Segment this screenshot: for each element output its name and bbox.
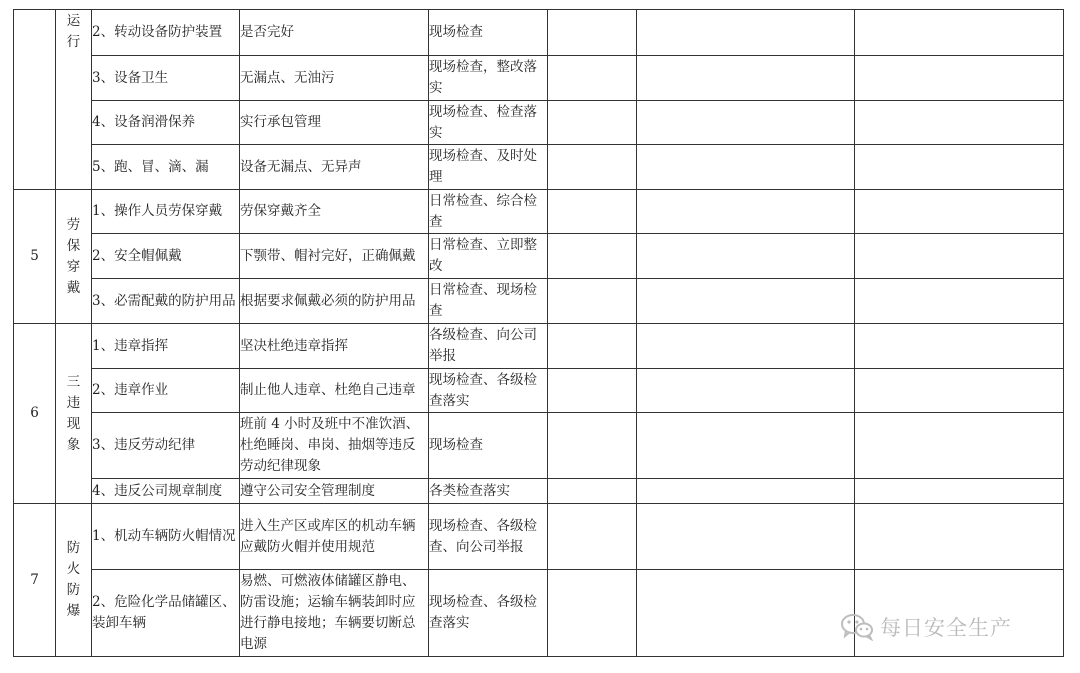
check-method: 现场检查、及时处理 (429, 145, 548, 190)
row-number: 5 (14, 190, 56, 324)
check-item: 2、危险化学品储罐区、装卸车辆 (92, 570, 240, 657)
check-method: 现场检查、各级检查落实 (429, 570, 548, 657)
row-number: 6 (14, 324, 56, 504)
blank-cell (637, 234, 855, 279)
category-cell: 防火防爆 (56, 504, 92, 657)
check-item: 1、机动车辆防火帽情况 (92, 504, 240, 570)
blank-cell (855, 504, 1064, 570)
wechat-icon (840, 613, 874, 641)
blank-cell (855, 369, 1064, 413)
blank-cell (548, 479, 637, 504)
check-standard: 下颚带、帽衬完好，正确佩戴 (240, 234, 429, 279)
watermark (840, 612, 1012, 642)
category-cell: 劳保穿戴 (56, 190, 92, 324)
blank-cell (548, 234, 637, 279)
watermark-text: 每日安全生产 (880, 616, 1012, 640)
check-method: 日常检查、立即整改 (429, 234, 548, 279)
blank-cell (855, 324, 1064, 369)
check-method: 现场检查、检查落实 (429, 101, 548, 145)
blank-cell (855, 101, 1064, 145)
check-item: 2、安全帽佩戴 (92, 234, 240, 279)
check-standard: 是否完好 (240, 10, 429, 56)
check-item: 2、转动设备防护装置 (92, 10, 240, 56)
check-method: 现场检查，整改落实 (429, 56, 548, 101)
blank-cell (855, 479, 1064, 504)
table-row (14, 56, 1064, 101)
blank-cell (548, 570, 637, 657)
check-standard: 无漏点、无油污 (240, 56, 429, 101)
blank-cell (548, 10, 637, 56)
check-item: 1、违章指挥 (92, 324, 240, 369)
blank-cell (637, 145, 855, 190)
blank-cell (548, 504, 637, 570)
blank-cell (855, 56, 1064, 101)
check-standard: 坚决杜绝违章指挥 (240, 324, 429, 369)
table-row (14, 279, 1064, 324)
blank-cell (855, 10, 1064, 56)
check-method: 日常检查、综合检查 (429, 190, 548, 234)
table-row (14, 324, 1064, 369)
blank-cell (855, 413, 1064, 479)
check-item: 4、违反公司规章制度 (92, 479, 240, 504)
check-standard: 实行承包管理 (240, 101, 429, 145)
blank-cell (637, 56, 855, 101)
check-method: 各类检查落实 (429, 479, 548, 504)
check-standard: 班前 4 小时及班中不准饮酒、杜绝睡岗、串岗、抽烟等违反劳动纪律现象 (240, 413, 429, 479)
blank-cell (855, 279, 1064, 324)
table-row (14, 234, 1064, 279)
check-method: 现场检查、各级检查、向公司举报 (429, 504, 548, 570)
check-standard: 易燃、可燃液体储罐区静电、防雷设施；运输车辆装卸时应进行静电接地；车辆要切断总电源 (240, 570, 429, 657)
check-item: 2、违章作业 (92, 369, 240, 413)
blank-cell (637, 413, 855, 479)
table-row (14, 101, 1064, 145)
blank-cell (637, 369, 855, 413)
blank-cell (637, 190, 855, 234)
row-number: 7 (14, 504, 56, 657)
table-row (14, 369, 1064, 413)
category-cell: 三违现象 (56, 324, 92, 504)
table-row (14, 479, 1064, 504)
blank-cell (548, 101, 637, 145)
check-item: 3、设备卫生 (92, 56, 240, 101)
blank-cell (548, 190, 637, 234)
category-cell: 运行 (56, 10, 92, 190)
check-standard: 根据要求佩戴必须的防护用品 (240, 279, 429, 324)
blank-cell (548, 56, 637, 101)
check-standard: 设备无漏点、无异声 (240, 145, 429, 190)
check-item: 3、必需配戴的防护用品 (92, 279, 240, 324)
check-item: 1、操作人员劳保穿戴 (92, 190, 240, 234)
blank-cell (637, 570, 855, 657)
check-standard: 制止他人违章、杜绝自己违章 (240, 369, 429, 413)
blank-cell (855, 190, 1064, 234)
blank-cell (548, 369, 637, 413)
check-standard: 遵守公司安全管理制度 (240, 479, 429, 504)
blank-cell (548, 413, 637, 479)
table-row (14, 413, 1064, 479)
check-item: 5、跑、冒、滴、漏 (92, 145, 240, 190)
check-item: 3、违反劳动纪律 (92, 413, 240, 479)
check-item: 4、设备润滑保养 (92, 101, 240, 145)
check-method: 现场检查 (429, 413, 548, 479)
blank-cell (637, 504, 855, 570)
table-row (14, 145, 1064, 190)
blank-cell (637, 479, 855, 504)
blank-cell (637, 279, 855, 324)
table-row (14, 504, 1064, 570)
table-row (14, 10, 1064, 56)
check-standard: 劳保穿戴齐全 (240, 190, 429, 234)
check-method: 各级检查、向公司举报 (429, 324, 548, 369)
check-method: 日常检查、现场检查 (429, 279, 548, 324)
blank-cell (548, 324, 637, 369)
blank-cell (548, 279, 637, 324)
inspection-table (13, 9, 1064, 657)
check-standard: 进入生产区或库区的机动车辆应戴防火帽并使用规范 (240, 504, 429, 570)
blank-cell (637, 101, 855, 145)
blank-cell (637, 10, 855, 56)
check-method: 现场检查、各级检查落实 (429, 369, 548, 413)
blank-cell (855, 234, 1064, 279)
blank-cell (637, 324, 855, 369)
row-number (14, 10, 56, 190)
blank-cell (855, 145, 1064, 190)
check-method: 现场检查 (429, 10, 548, 56)
table-row (14, 190, 1064, 234)
blank-cell (548, 145, 637, 190)
